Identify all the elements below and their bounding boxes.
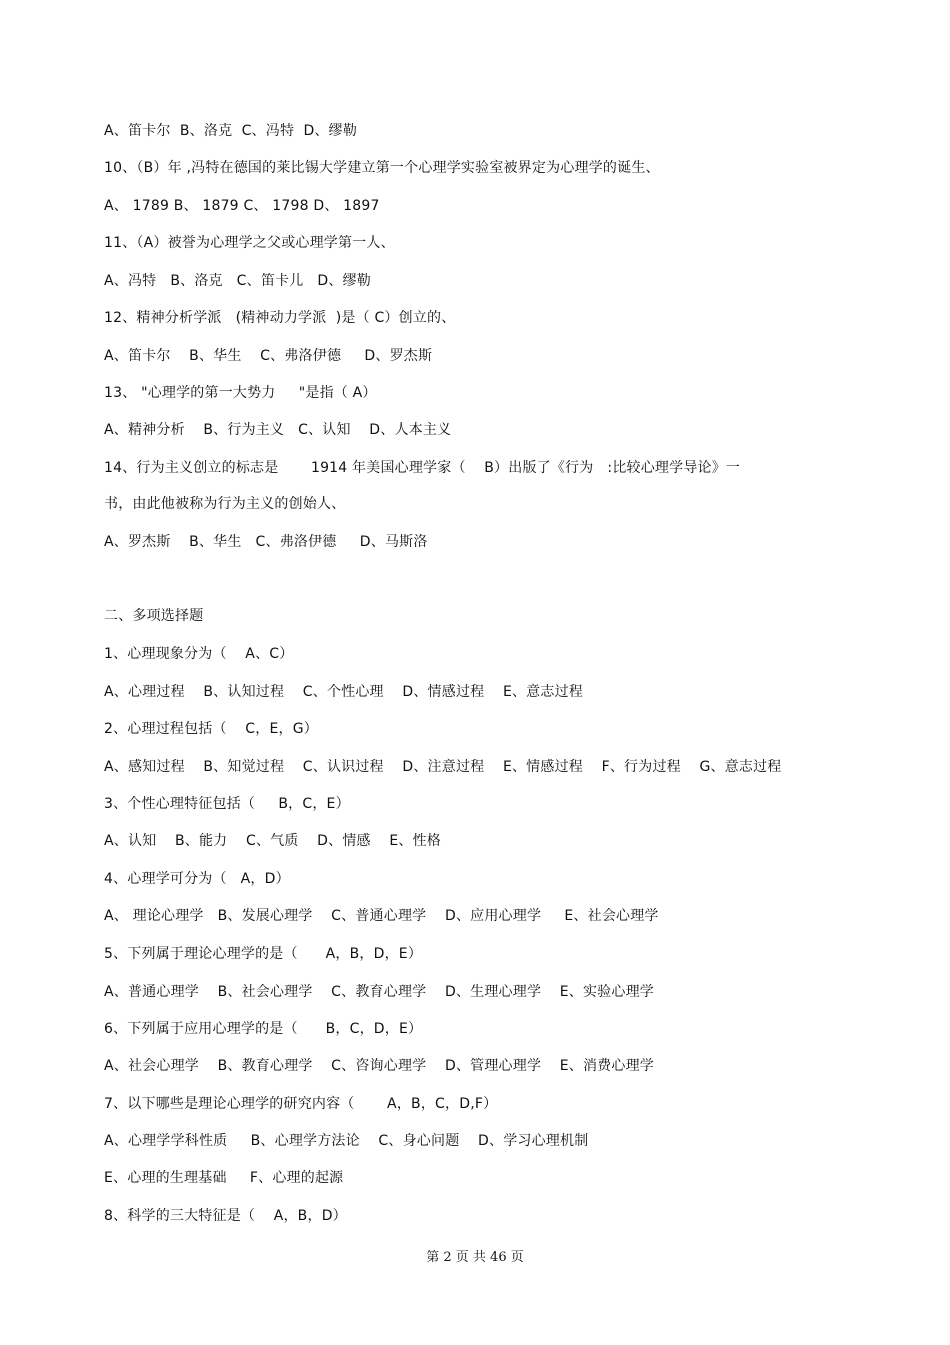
options-line: A、普通心理学 B、社会心理学 C、教育心理学 D、生理心理学 E、实验心理学 bbox=[104, 984, 654, 1000]
options-line: A、心理学学科性质 B、心理学方法论 C、身心问题 D、学习心理机制 bbox=[104, 1133, 589, 1149]
question-line: 13、 "心理学的第一大势力 "是指（ A） bbox=[104, 385, 377, 401]
text-line: A、笛卡尔 B、洛克 C、冯特 D、缪勒 bbox=[104, 123, 358, 139]
options-line: A、笛卡尔 B、华生 C、弗洛伊德 D、罗杰斯 bbox=[104, 348, 433, 364]
page-footer: 第 2 页 共 46 页 bbox=[426, 1250, 524, 1265]
question-line-continued: 书，由此他被称为行为主义的创始人、 bbox=[104, 496, 346, 512]
question-line: 1、心理现象分为（ A、C） bbox=[104, 646, 294, 662]
options-line: A、心理过程 B、认知过程 C、个性心理 D、情感过程 E、意志过程 bbox=[104, 684, 583, 700]
options-line: E、心理的生理基础 F、心理的起源 bbox=[104, 1170, 344, 1186]
question-line: 12、精神分析学派 (精神动力学派 )是（ C）创立的、 bbox=[104, 310, 456, 326]
options-line: A、 1789 B、 1879 C、 1798 D、 1897 bbox=[104, 198, 380, 214]
options-line: A、精神分析 B、行为主义 C、认知 D、人本主义 bbox=[104, 422, 452, 438]
section-heading: 二、多项选择题 bbox=[104, 608, 204, 624]
options-line: A、认知 B、能力 C、气质 D、情感 E、性格 bbox=[104, 833, 441, 849]
question-line: 4、心理学可分为（ A，D） bbox=[104, 871, 290, 887]
question-line: 2、心理过程包括（ C，E，G） bbox=[104, 721, 318, 737]
options-line: A、罗杰斯 B、华生 C、弗洛伊德 D、马斯洛 bbox=[104, 534, 428, 550]
options-line: A、社会心理学 B、教育心理学 C、咨询心理学 D、管理心理学 E、消费心理学 bbox=[104, 1058, 654, 1074]
question-line: 7、以下哪些是理论心理学的研究内容（ A，B，C，D,F） bbox=[104, 1096, 498, 1112]
question-line: 6、下列属于应用心理学的是（ B，C，D，E） bbox=[104, 1021, 423, 1037]
question-line: 3、个性心理特征包括（ B，C，E） bbox=[104, 796, 350, 812]
question-line: 8、科学的三大特征是（ A，B，D） bbox=[104, 1208, 347, 1224]
options-line: A、冯特 B、洛克 C、笛卡儿 D、缪勒 bbox=[104, 273, 371, 289]
question-line: 5、下列属于理论心理学的是（ A，B，D，E） bbox=[104, 946, 423, 962]
options-line: A、 理论心理学 B、发展心理学 C、普通心理学 D、应用心理学 E、社会心理学 bbox=[104, 908, 659, 924]
question-line: 14、行为主义创立的标志是 1914 年美国心理学家（ B）出版了《行为 :比较心理学导论》一 bbox=[104, 460, 741, 476]
question-line: 11、（A）被誉为心理学之父或心理学第一人、 bbox=[104, 235, 395, 251]
options-line: A、感知过程 B、知觉过程 C、认识过程 D、注意过程 E、情感过程 F、行为过程 G、意志过程 bbox=[104, 759, 782, 775]
question-line: 10、（B）年 ,冯特在德国的莱比锡大学建立第一个心理学实验室被界定为心理学的诞生、 bbox=[104, 160, 660, 176]
